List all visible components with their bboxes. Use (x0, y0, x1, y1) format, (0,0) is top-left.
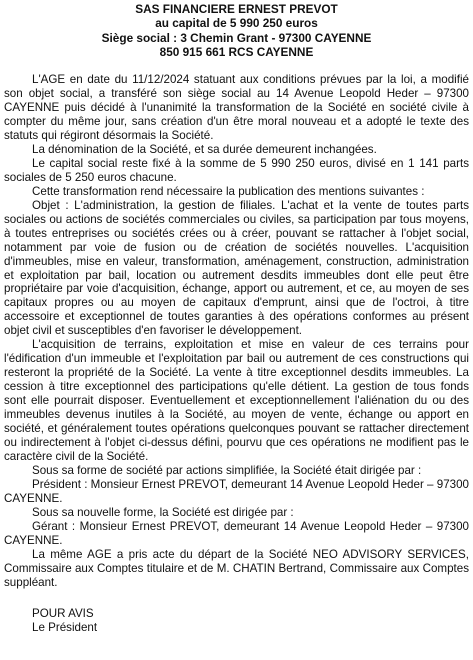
paragraph-capital: Le capital social reste fixé à la somme de 5 990 250 euros, divisé en 1 141 parts sociales de 5 250 euros chacune. (4, 156, 469, 184)
signoff (4, 607, 469, 635)
paragraph-auditors: La même AGE a pris acte du départ de la Société NEO ADVISORY SERVICES, Commissaire aux Comptes titulaire et de M. CHATIN Bertrand, Commissaire aux Comptes suppléant. (4, 547, 469, 589)
signoff-signatory: Le Président (32, 621, 98, 635)
paragraph-denomination: La dénomination de la Société, et sa durée demeurent inchangées. (32, 142, 377, 156)
registered-office: Siège social : 3 Chemin Grant - 97300 CAYENNE (101, 30, 372, 45)
paragraph-objet: Objet : L'administration, la gestion de filiales. L'achat et la vente de toutes parts sociales ou actions de sociétés commerciales ou civiles, sa participation par tous moyens, à toutes entreprises ou sociétés crées ou à créer, pouvant se rattacher à l'objet social, notamment par voie de fusion ou de création de sociétés nouvelles. L'acquisition d'immeubles, mise en valeur, transformation, aménagement, construction, administration et exploitation par bail, location ou autrement desdits immeubles dont elle peut être propriétaire par voie d'acquisition, échange, apport ou autrement, et ce, au moyen de ses capitaux propres ou au moyen de capitaux d'emprunt, ainsi que de l'octroi, à titre accessoire et exceptionnel de toutes garanties à des opérations conformes au présent objet civil et susceptibles d'en favoriser le développement. (4, 198, 469, 338)
paragraph-new-management: Sous sa nouvelle forme, la Société est dirigée par : (32, 505, 294, 519)
paragraph-age-decision: L'AGE en date du 11/12/2024 statuant aux conditions prévues par la loi, a modifié son objet social, a transféré son siège social au 14 Avenue Leopold Heder – 97300 CAYENNE puis décidé à l'unanimité la transformation de la Société en société civile à compter du même jour, sans création d'un être moral nouveau et a adopté le texte des statuts qui régiront désormais la Société. (4, 73, 469, 142)
paragraph-gerant: Gérant : Monsieur Ernest PREVOT, demeurant 14 Avenue Leopold Heder – 97300 CAYENNE. (4, 519, 469, 547)
spacer (4, 589, 469, 607)
paragraph-former-president: Président : Monsieur Ernest PREVOT, demeurant 14 Avenue Leopold Heder – 97300 CAYENNE. (4, 477, 469, 505)
notice-header (4, 2, 469, 59)
company-capital: au capital de 5 990 250 euros (155, 16, 318, 31)
rcs-number: 850 915 661 RCS CAYENNE (159, 44, 314, 59)
company-name: SAS FINANCIERE ERNEST PREVOT (135, 2, 338, 16)
signoff-pour-avis: POUR AVIS (32, 607, 94, 621)
paragraph-former-management: Sous sa forme de société par actions simplifiée, la Société était dirigée par : (32, 463, 422, 477)
paragraph-publication: Cette transformation rend nécessaire la publication des mentions suivantes : (32, 184, 425, 198)
paragraph-terrains: L'acquisition de terrains, exploitation et mise en valeur de ces terrains pour l'édification d'un immeuble et l'exploitation par bail ou autrement de ces constructions qui resteront la propriété de la Société. La vente à titre exceptionnel desdits immeubles. La cession à titre exceptionnel des participations qu'elle détient. La gestion de tous fonds sont elle pourrait disposer. Eventuellement et exceptionnellement l'aliénation du ou des immeubles devenus inutiles à la Société, au moyen de vente, échange ou apport en société, et généralement toutes opérations quelconques pouvant se rattacher directement ou indirectement à l'objet ci-dessus défini, pourvu que ces opérations ne modifient pas le caractère civil de la Société. (4, 338, 469, 463)
